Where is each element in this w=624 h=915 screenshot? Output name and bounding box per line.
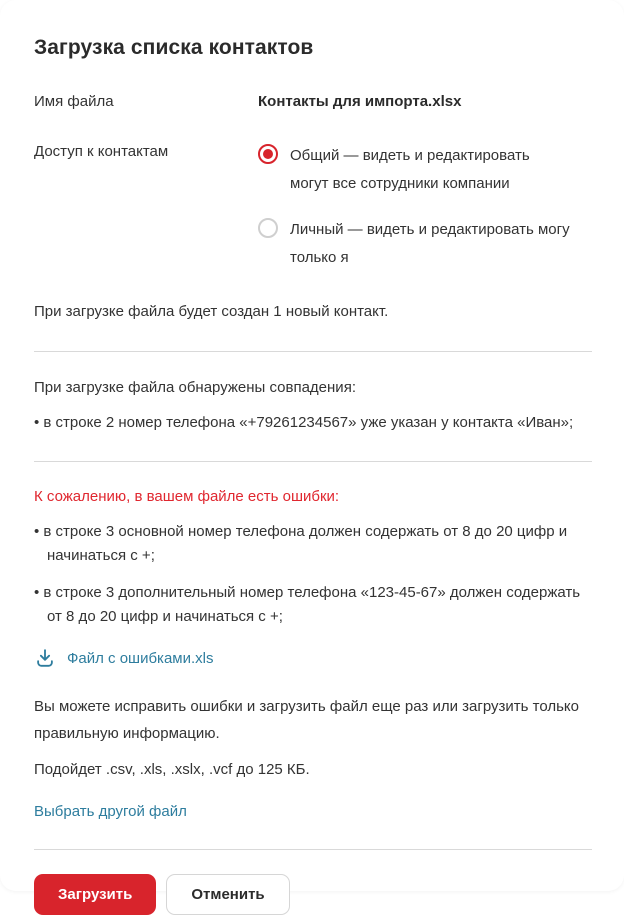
access-options xyxy=(258,142,592,272)
duplicates-heading: При загрузке файла обнаружены совпадения: xyxy=(34,379,356,396)
radio-unselected-icon[interactable] xyxy=(258,218,278,238)
error-file-link-row xyxy=(34,647,592,669)
radio-option-private-label: Личный — видеть и редактировать могу только я xyxy=(290,221,570,266)
formats-hint-text: Подойдет .csv, .xls, .xslx, .vcf до 125 КБ. xyxy=(34,761,310,778)
created-contacts-text: При загрузке файла будет создан 1 новый контакт. xyxy=(34,303,389,320)
errors-heading: К сожалению, в вашем файле есть ошибки: xyxy=(34,488,340,505)
dialog-actions xyxy=(34,874,592,915)
access-label: Доступ к контактам xyxy=(34,143,169,160)
access-row xyxy=(34,142,592,272)
error-item: • в строке 3 дополнительный номер телефона «123-45-67» должен содержать от 8 до 20 цифр и начинаться с +; xyxy=(34,581,586,629)
divider xyxy=(34,849,592,850)
error-item: • в строке 3 основной номер телефона должен содержать от 8 до 20 цифр и начинаться с +; xyxy=(34,520,586,568)
cancel-button[interactable]: Отменить xyxy=(166,874,289,915)
download-icon[interactable] xyxy=(34,647,56,669)
divider xyxy=(34,351,592,352)
fix-hint-text: Вы можете исправить ошибки и загрузить файл еще раз или загрузить только правильную информацию. xyxy=(34,698,579,742)
divider xyxy=(34,461,592,462)
file-name-value: Контакты для импорта.xlsx xyxy=(258,93,462,110)
dialog-title: Загрузка списка контактов xyxy=(34,36,314,59)
radio-option-private[interactable] xyxy=(258,216,592,272)
upload-button[interactable]: Загрузить xyxy=(34,874,156,915)
radio-option-shared[interactable] xyxy=(258,142,592,198)
duplicate-item: • в строке 2 номер телефона «+79261234567» уже указан у контакта «Иван»; xyxy=(34,411,586,435)
file-name-row xyxy=(34,92,592,112)
radio-selected-icon[interactable] xyxy=(258,144,278,164)
choose-other-file-link[interactable]: Выбрать другой файл xyxy=(34,803,187,820)
file-name-label: Имя файла xyxy=(34,93,114,110)
error-file-link[interactable]: Файл с ошибками.xls xyxy=(67,649,214,667)
radio-option-shared-label: Общий — видеть и редактировать могут все сотрудники компании xyxy=(290,147,530,192)
